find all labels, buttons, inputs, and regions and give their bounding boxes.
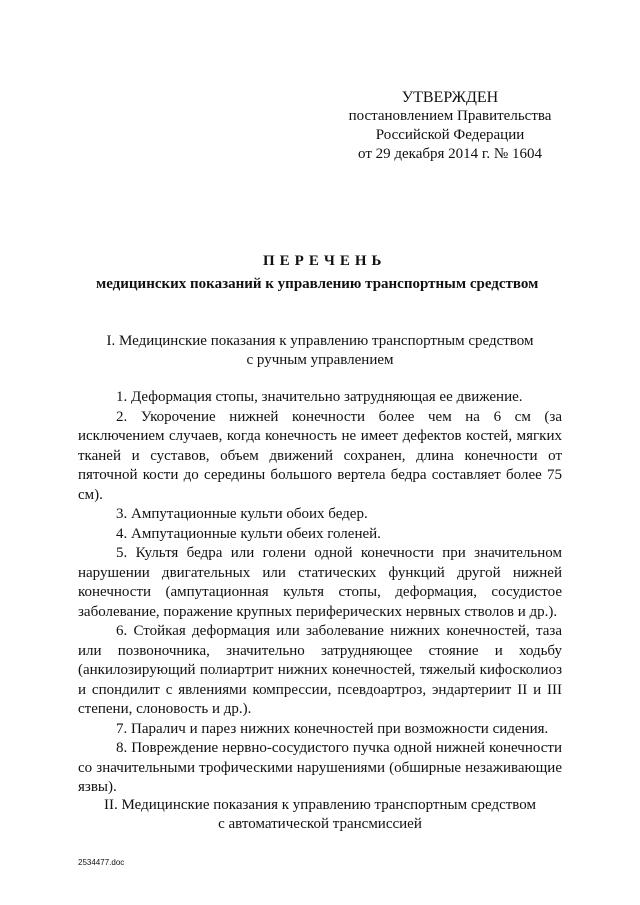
document-title: ПЕРЕЧЕНЬ bbox=[263, 253, 387, 269]
list-item: 7. Паралич и парез нижних конечностей при возможности сидения. bbox=[116, 720, 549, 737]
list-item: 3. Ампутационные культи обоих бедер. bbox=[116, 506, 368, 522]
approval-heading: УТВЕРЖДЕН bbox=[401, 89, 499, 106]
list-item: 5. Культя бедра или голени одной конечности при значительном нарушении двигательных или статических функций другой нижней конечности (ампутационная культя стопы, деформация, сосудистое заболевание, поражение крупных периферических нервных стволов и др.). bbox=[78, 545, 562, 620]
approval-date-number: от 29 декабря 2014 г. № 1604 bbox=[358, 146, 542, 162]
document-subtitle: медицинских показаний к управлению транспортным средством bbox=[96, 276, 539, 292]
list-item: 2. Укорочение нижней конечности более чем на 6 см (за исключением случаев, когда конечность не имеет дефектов костей, мягких тканей и суставов, объем движений сохранен, длина конечности от пяточной кости до середины большого вертела бедра составляет более 75 см). bbox=[78, 408, 562, 503]
section-2-line-2: с автоматической трансмиссией bbox=[218, 816, 422, 832]
list-item: 6. Стойкая деформация или заболевание нижних конечностей, таза или позвоночника, значительно затрудняющее стояние и ходьбу (анкилозирующий полиартрит нижних конечностей, тяжелый кифосколиоз и спондилит с явлениями компрессии, псевдоартроз, эндартериит II и III степени, слоновость и др.). bbox=[78, 623, 562, 717]
section-2-heading bbox=[78, 796, 562, 834]
list-item: 1. Деформация стопы, значительно затрудняющая ее движение. bbox=[116, 389, 523, 405]
list-item: 4. Ампутационные культи обеих голеней. bbox=[116, 525, 381, 542]
approval-decree: постановлением Правительства bbox=[348, 108, 552, 124]
indications-list bbox=[78, 388, 562, 798]
approval-block bbox=[330, 88, 570, 164]
list-item: 8. Повреждение нервно-сосудистого пучка одной нижней конечности со значительными трофическими нарушениями (обширные незаживающие язвы). bbox=[78, 740, 562, 795]
section-1-heading bbox=[78, 332, 562, 370]
section-1-line-2: с ручным управлением bbox=[246, 352, 394, 368]
approval-government: Российской Федерации bbox=[375, 127, 525, 143]
section-1-line-1: I. Медицинские показания к управлению транспортным средством bbox=[106, 333, 534, 349]
file-name-footer: 2534477.doc bbox=[78, 858, 125, 867]
section-2-line-1: II. Медицинские показания к управлению транспортным средством bbox=[104, 797, 536, 813]
